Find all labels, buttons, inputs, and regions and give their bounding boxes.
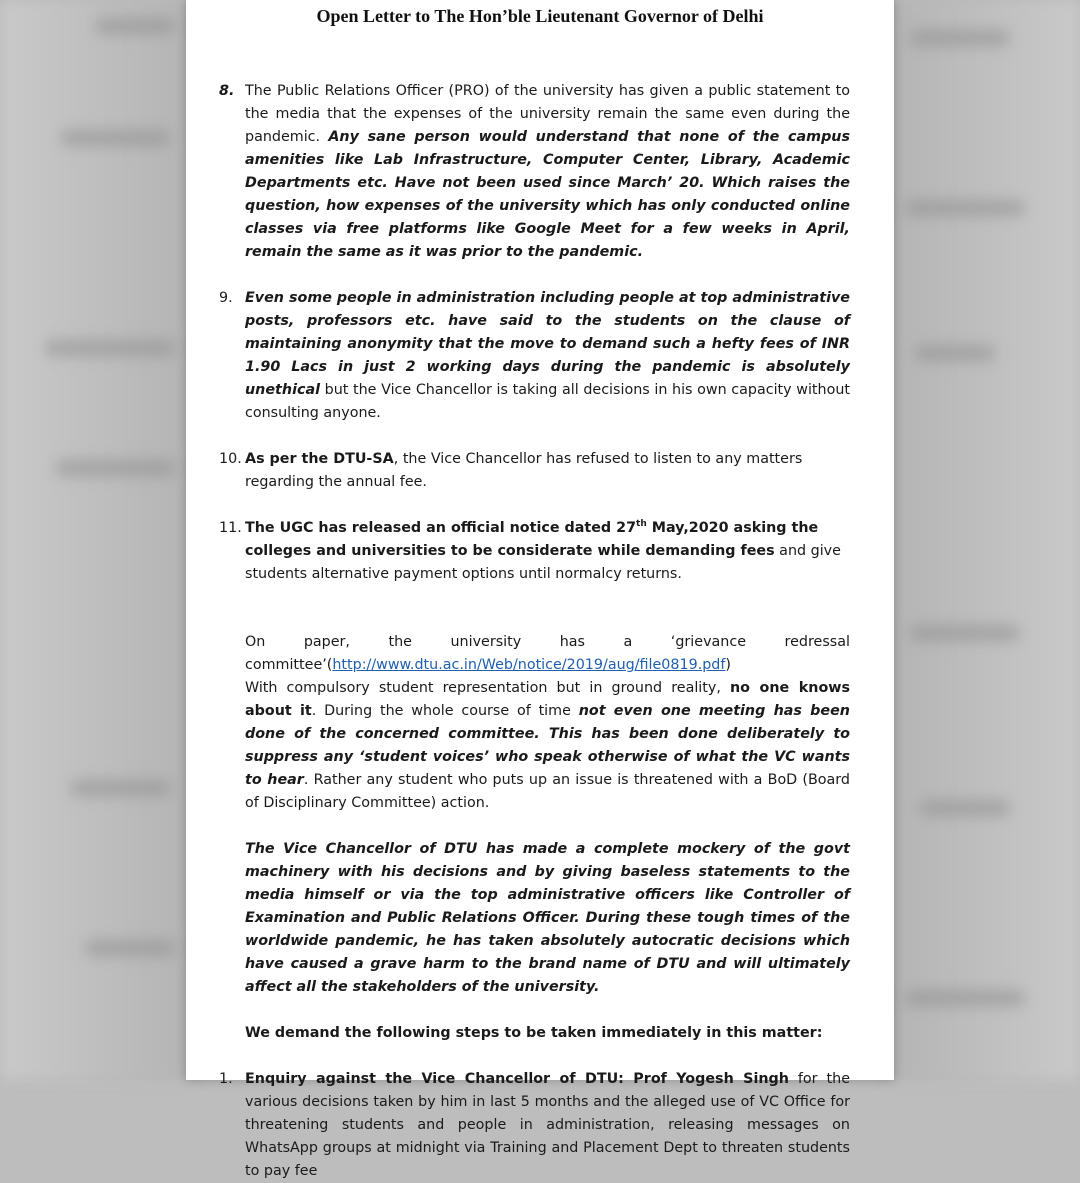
item-text: The Public Relations Officer (PRO) of the university has given a public statement to the media that the expenses of the university remain the same even during the pandemic. [245, 83, 850, 145]
word: a [623, 634, 633, 650]
blurred-text [60, 130, 170, 146]
grievance-emphasis: no one knows about it [245, 680, 850, 719]
notice-link[interactable]: http://www.dtu.ac.in/Web/notice/2019/aug/file0819.pdf [332, 657, 726, 673]
mockery-paragraph: The Vice Chancellor of DTU has made a complete mockery of the govt machinery with his decisions and by giving baseless statements to the media himself or via the top administrative officers like Controller of Examination and Public Relations Officer. During these tough times of the worldwide pandemic, he has taken absolutely autocratic decisions which have caused a grave harm to the brand name of DTU and will ultimately affect all the stakeholders of the university. [245, 841, 850, 995]
committee-text: committee’( [245, 657, 333, 673]
item-number: 8. [219, 83, 235, 99]
list-item-10 [219, 448, 850, 494]
item-number: 10. [219, 451, 242, 467]
item-emphasis: As per the DTU-SA [245, 451, 394, 467]
item-emphasis: Any sane person would understand that none of the campus amenities like Lab Infrastructure, Computer Center, Library, Academic Departments etc. Have not been used since March’ 20. Which raises the question, how expenses of the university which has only conducted online classes via free platforms like Google Meet for a few weeks in April, remain the same as it was prior to the pandemic. [245, 129, 850, 260]
document-title: Open Letter to The Hon’ble Lieutenant Governor of Delhi [316, 6, 764, 26]
blurred-text [85, 940, 175, 956]
grievance-body [245, 677, 850, 815]
grievance-first-line [245, 631, 850, 654]
word: paper, [303, 634, 350, 650]
word: redressal [784, 634, 850, 650]
blurred-text [70, 780, 170, 796]
blurred-text [45, 340, 175, 356]
item-text: for the various decisions taken by him in last 5 months and the alleged use of VC Office for threatening students and people in administration, releasing messages on WhatsApp groups at midnight via Training and Placement Dept to threaten students to pay fee [245, 1071, 850, 1179]
blurred-text [915, 345, 995, 361]
committee-text: ) [725, 657, 731, 673]
blurred-text [920, 800, 1010, 816]
item-superscript: th [636, 519, 647, 530]
list-item-8 [219, 80, 850, 264]
word: the [388, 634, 412, 650]
word: university [450, 634, 522, 650]
item-number: 11. [219, 520, 242, 536]
grievance-emphasis: not even one meeting has been done of the concerned committee. This has been done deliberately to suppress any ‘student voices’ who speak otherwise of what the VC wants to hear [245, 703, 850, 788]
list-item-9 [219, 287, 850, 425]
demand-heading: We demand the following steps to be taken immediately in this matter: [245, 1025, 823, 1041]
blurred-left-panel [0, 0, 200, 1080]
grievance-text: With compulsory student representation but in ground reality, [245, 680, 730, 696]
blurred-text [910, 625, 1020, 641]
blurred-right-panel [880, 0, 1080, 1080]
item-number: 1. [219, 1071, 233, 1087]
word: ‘grievance [670, 634, 747, 650]
item-emphasis: The UGC has released an official notice dated 27 [245, 520, 637, 536]
word: has [559, 634, 585, 650]
item-emphasis: May,2020 asking the colleges and universities to be considerate while demanding fees [245, 520, 819, 559]
document-body [219, 80, 850, 1183]
item-emphasis: Enquiry against the Vice Chancellor of DTU: Prof Yogesh Singh [245, 1071, 789, 1087]
grievance-paragraph [219, 631, 850, 815]
item-text: , the Vice Chancellor has refused to listen to any matters regarding the annual fee. [245, 451, 803, 490]
grievance-text: . Rather any student who puts up an issue is threatened with a BoD (Board of Disciplinary Committee) action. [245, 772, 850, 811]
blurred-text [95, 18, 175, 34]
blurred-text [910, 30, 1010, 46]
blurred-text [905, 990, 1025, 1006]
demand-item-1 [219, 1068, 850, 1183]
document-page [186, 0, 894, 1179]
committee-line [245, 654, 850, 677]
item-text: but the Vice Chancellor is taking all decisions in his own capacity without consulting anyone. [245, 382, 850, 421]
blurred-text [905, 200, 1025, 216]
item-number: 9. [219, 290, 233, 306]
grievance-text: . During the whole course of time [311, 703, 579, 719]
blurred-text [55, 460, 175, 476]
word: On [245, 634, 266, 650]
item-text: and give students alternative payment options until normalcy returns. [245, 543, 841, 582]
list-item-11 [219, 517, 850, 586]
item-emphasis: Even some people in administration including people at top administrative posts, professors etc. have said to the students on the clause of maintaining anonymity that the move to demand such a hefty fees of INR 1.90 Lacs in just 2 working days during the pandemic is absolutely unethical [245, 290, 850, 398]
